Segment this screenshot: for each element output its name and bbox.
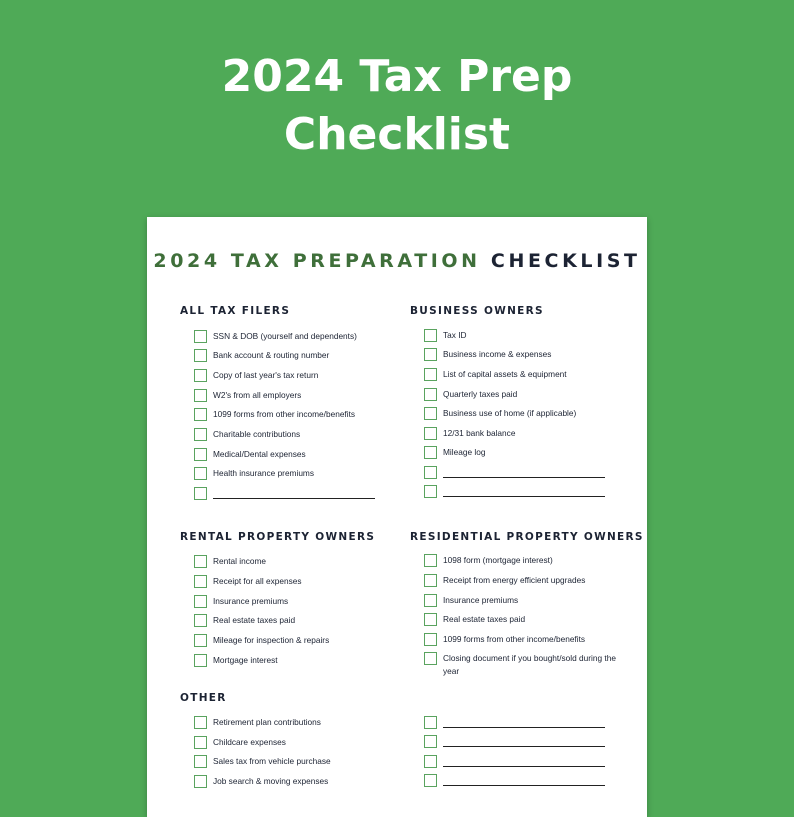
hero-title-line2: Checklist	[283, 109, 511, 160]
item-label: Insurance premiums	[213, 596, 289, 606]
section-heading-rental-property-owners: RENTAL PROPERTY OWNERS	[180, 531, 376, 543]
checkbox[interactable]	[424, 485, 437, 498]
item-label: Business income & expenses	[443, 349, 552, 359]
item-label: Job search & moving expenses	[213, 776, 329, 786]
checkbox[interactable]	[194, 369, 207, 382]
item-label: Bank account & routing number	[213, 350, 330, 360]
checkbox[interactable]	[194, 736, 207, 749]
write-in-line[interactable]	[213, 498, 375, 499]
item-label: Sales tax from vehicle purchase	[213, 756, 331, 766]
item-label: Tax ID	[443, 330, 467, 340]
checkbox[interactable]	[194, 448, 207, 461]
checkbox[interactable]	[194, 349, 207, 362]
checkbox[interactable]	[424, 427, 437, 440]
sheet-title-part1: 2024 TAX PREPARATION	[153, 250, 481, 272]
item-label: Retirement plan contributions	[213, 717, 321, 727]
item-label: SSN & DOB (yourself and dependents)	[213, 331, 357, 341]
checkbox[interactable]	[424, 574, 437, 587]
checkbox[interactable]	[424, 716, 437, 729]
checkbox[interactable]	[424, 466, 437, 479]
item-label: 1099 forms from other income/benefits	[213, 409, 356, 419]
item-label: Insurance premiums	[443, 595, 519, 605]
hero-title	[0, 48, 794, 164]
write-in-line[interactable]	[443, 746, 605, 747]
section-heading-other: OTHER	[180, 692, 227, 704]
checkbox[interactable]	[424, 446, 437, 459]
item-label: Childcare expenses	[213, 737, 286, 747]
checkbox[interactable]	[194, 775, 207, 788]
checkbox[interactable]	[424, 633, 437, 646]
checkbox[interactable]	[424, 407, 437, 420]
sheet-title-part2: CHECKLIST	[490, 250, 641, 272]
checkbox[interactable]	[194, 389, 207, 402]
checkbox[interactable]	[424, 388, 437, 401]
checkbox[interactable]	[194, 408, 207, 421]
checkbox[interactable]	[424, 735, 437, 748]
checkbox[interactable]	[194, 428, 207, 441]
item-label: Closing document if you bought/sold during the year	[443, 653, 616, 676]
item-label: Mortgage interest	[213, 655, 278, 665]
checkbox[interactable]	[424, 348, 437, 361]
checkbox[interactable]	[424, 329, 437, 342]
item-label: Copy of last year's tax return	[213, 370, 319, 380]
checkbox[interactable]	[424, 594, 437, 607]
item-label: Medical/Dental expenses	[213, 449, 306, 459]
checkbox[interactable]	[424, 755, 437, 768]
section-heading-all-tax-filers: ALL TAX FILERS	[180, 305, 291, 317]
hero-title-line1: 2024 Tax Prep	[221, 51, 573, 102]
item-label: 1098 form (mortgage interest)	[443, 555, 553, 565]
checkbox[interactable]	[194, 716, 207, 729]
write-in-line[interactable]	[443, 477, 605, 478]
write-in-line[interactable]	[443, 785, 605, 786]
checkbox[interactable]	[194, 595, 207, 608]
checkbox[interactable]	[424, 613, 437, 626]
checkbox[interactable]	[194, 755, 207, 768]
write-in-line[interactable]	[443, 766, 605, 767]
checkbox[interactable]	[424, 554, 437, 567]
checkbox[interactable]	[194, 555, 207, 568]
checkbox[interactable]	[194, 634, 207, 647]
section-heading-residential-property-owners: RESIDENTIAL PROPERTY OWNERS	[410, 531, 644, 543]
write-in-line[interactable]	[443, 496, 605, 497]
checkbox[interactable]	[424, 774, 437, 787]
item-label: Business use of home (if applicable)	[443, 408, 577, 418]
item-label: Health insurance premiums	[213, 468, 314, 478]
checkbox[interactable]	[424, 368, 437, 381]
item-label: Receipt from energy efficient upgrades	[443, 575, 586, 585]
section-heading-business-owners: BUSINESS OWNERS	[410, 305, 544, 317]
item-label: 1099 forms from other income/benefits	[443, 634, 586, 644]
item-label: W2's from all employers	[213, 390, 302, 400]
checkbox[interactable]	[194, 487, 207, 500]
checkbox[interactable]	[424, 652, 437, 665]
checkbox[interactable]	[194, 467, 207, 480]
item-label: List of capital assets & equipment	[443, 369, 567, 379]
checkbox[interactable]	[194, 614, 207, 627]
checkbox[interactable]	[194, 330, 207, 343]
item-label: Real estate taxes paid	[213, 615, 296, 625]
item-label: 12/31 bank balance	[443, 428, 516, 438]
item-label: Charitable contributions	[213, 429, 301, 439]
item-label: Real estate taxes paid	[443, 614, 526, 624]
sheet-title	[0, 250, 794, 272]
item-label: Quarterly taxes paid	[443, 389, 518, 399]
item-label: Rental income	[213, 556, 267, 566]
item-label: Receipt for all expenses	[213, 576, 302, 586]
checkbox[interactable]	[194, 575, 207, 588]
item-label: Mileage log	[443, 447, 486, 457]
checkbox[interactable]	[194, 654, 207, 667]
write-in-line[interactable]	[443, 727, 605, 728]
item-label: Mileage for inspection & repairs	[213, 635, 330, 645]
